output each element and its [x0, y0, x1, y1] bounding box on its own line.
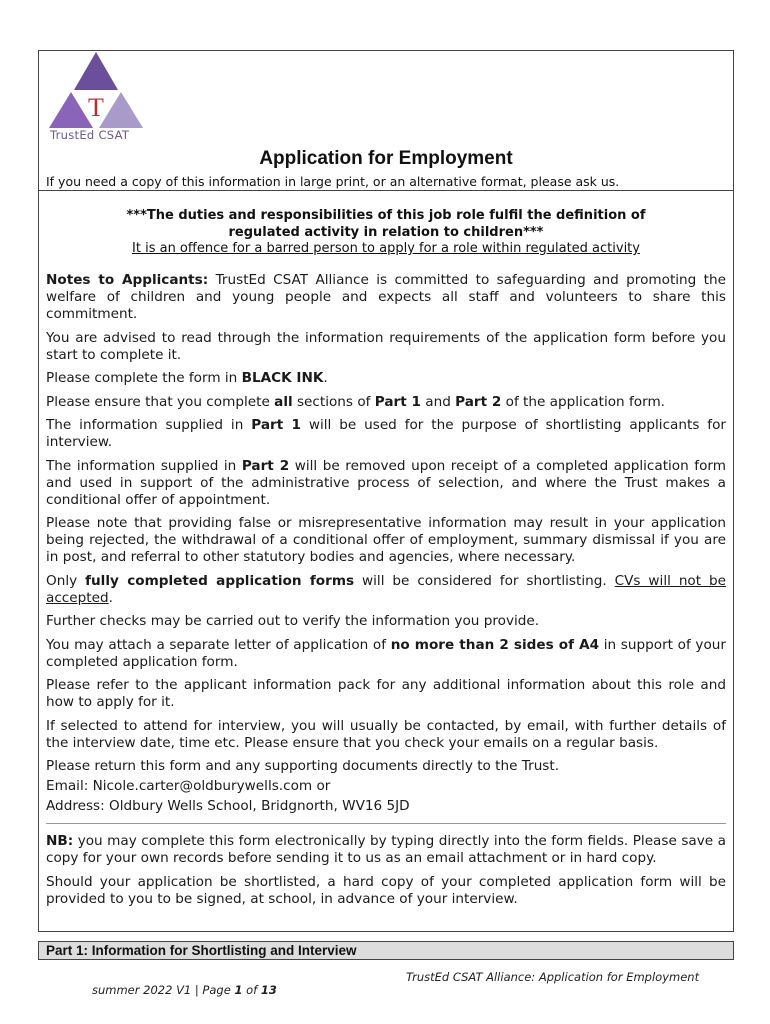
- notes-divider: [46, 823, 726, 824]
- part1-heading: Part 1: Information for Shortlisting and Interview: [38, 941, 734, 960]
- logo-wordmark: TrustEd CSAT: [50, 128, 130, 142]
- regulated-activity-notice: [38, 208, 734, 258]
- notes-completed-forms: Only fully completed application forms will be considered for shortlisting. CVs will not be accepted.: [46, 572, 727, 606]
- barred-person-warning: It is an offence for a barred person to apply for a role within regulated activity: [132, 241, 640, 256]
- notes-intro: Notes to Applicants: TrustEd CSAT Alliance is committed to safeguarding and promoting the welfare of children and young people and expects all staff and volunteers to share this commitment.: [46, 272, 726, 322]
- notes-info-pack: Please refer to the applicant information pack for any additional information about this role and how to apply for it.: [46, 677, 726, 710]
- notes-part2-usage: The information supplied in Part 2 will be removed upon receipt of a completed application form and used in support of the administrative process of selection, and where the Trust makes a conditional offer of appointment.: [46, 457, 726, 508]
- notes-shortlisted: Should your application be shortlisted, a hard copy of your completed application form will be provided to you to be signed, at school, in advance of your interview.: [46, 873, 726, 907]
- footer-title: TrustEd CSAT Alliance: Application for Employment: [406, 970, 700, 984]
- notes-complete-all: Please ensure that you complete all sections of Part 1 and Part 2 of the application form.: [46, 393, 666, 410]
- notes-nb: NB: you may complete this form electronically by typing directly into the form fields. Please save a copy for your own records before sending it to us as an email attachment or in hard copy.: [46, 833, 726, 866]
- notes-address: Address: Oldbury Wells School, Bridgnorth, WV16 5JD: [46, 798, 410, 814]
- logo-top-triangle: [74, 52, 118, 90]
- format-note: If you need a copy of this information in large print, or an alternative format, please ask us.: [46, 174, 620, 189]
- footer-page-info: summer 2022 V1 | Page 1 of 13: [92, 983, 277, 997]
- notes-interview: If selected to attend for interview, you will usually be contacted, by email, with further details of the interview date, time etc. Please ensure that you check your emails on a regular basis.: [46, 717, 726, 751]
- notes-email: Email: Nicole.carter@oldburywells.com or: [46, 778, 331, 794]
- notes-ink: Please complete the form in BLACK INK.: [46, 370, 328, 386]
- header-divider: [38, 190, 734, 191]
- page-number: 1: [234, 983, 243, 997]
- page-title: Application for Employment: [259, 148, 513, 169]
- logo-letter: T: [88, 93, 104, 122]
- duties-line-2: regulated activity in relation to children***: [228, 224, 544, 240]
- notes-further-checks: Further checks may be carried out to verify the information you provide.: [46, 613, 540, 629]
- notes-label: Notes to Applicants:: [46, 272, 209, 288]
- notes-part1-usage: The information supplied in Part 1 will be used for the purpose of shortlisting applicants for interview.: [46, 417, 726, 450]
- duties-line-1: ***The duties and responsibilities of this job role fulfil the definition of: [126, 208, 646, 223]
- notes-letter: You may attach a separate letter of application of no more than 2 sides of A4 in support of your completed application form.: [46, 636, 726, 670]
- notes-advised: You are advised to read through the information requirements of the application form before you start to complete it.: [46, 329, 726, 363]
- page-total: 13: [260, 983, 277, 997]
- notes-false-info: Please note that providing false or misrepresentative information may result in your application being rejected, the withdrawal of a conditional offer of employment, summary dismissal if you are in post, and referral to other statutory bodies and agencies, where necessary.: [46, 515, 726, 565]
- notes-return: Please return this form and any supporting documents directly to the Trust.: [46, 758, 560, 774]
- notes-to-applicants: [46, 272, 726, 914]
